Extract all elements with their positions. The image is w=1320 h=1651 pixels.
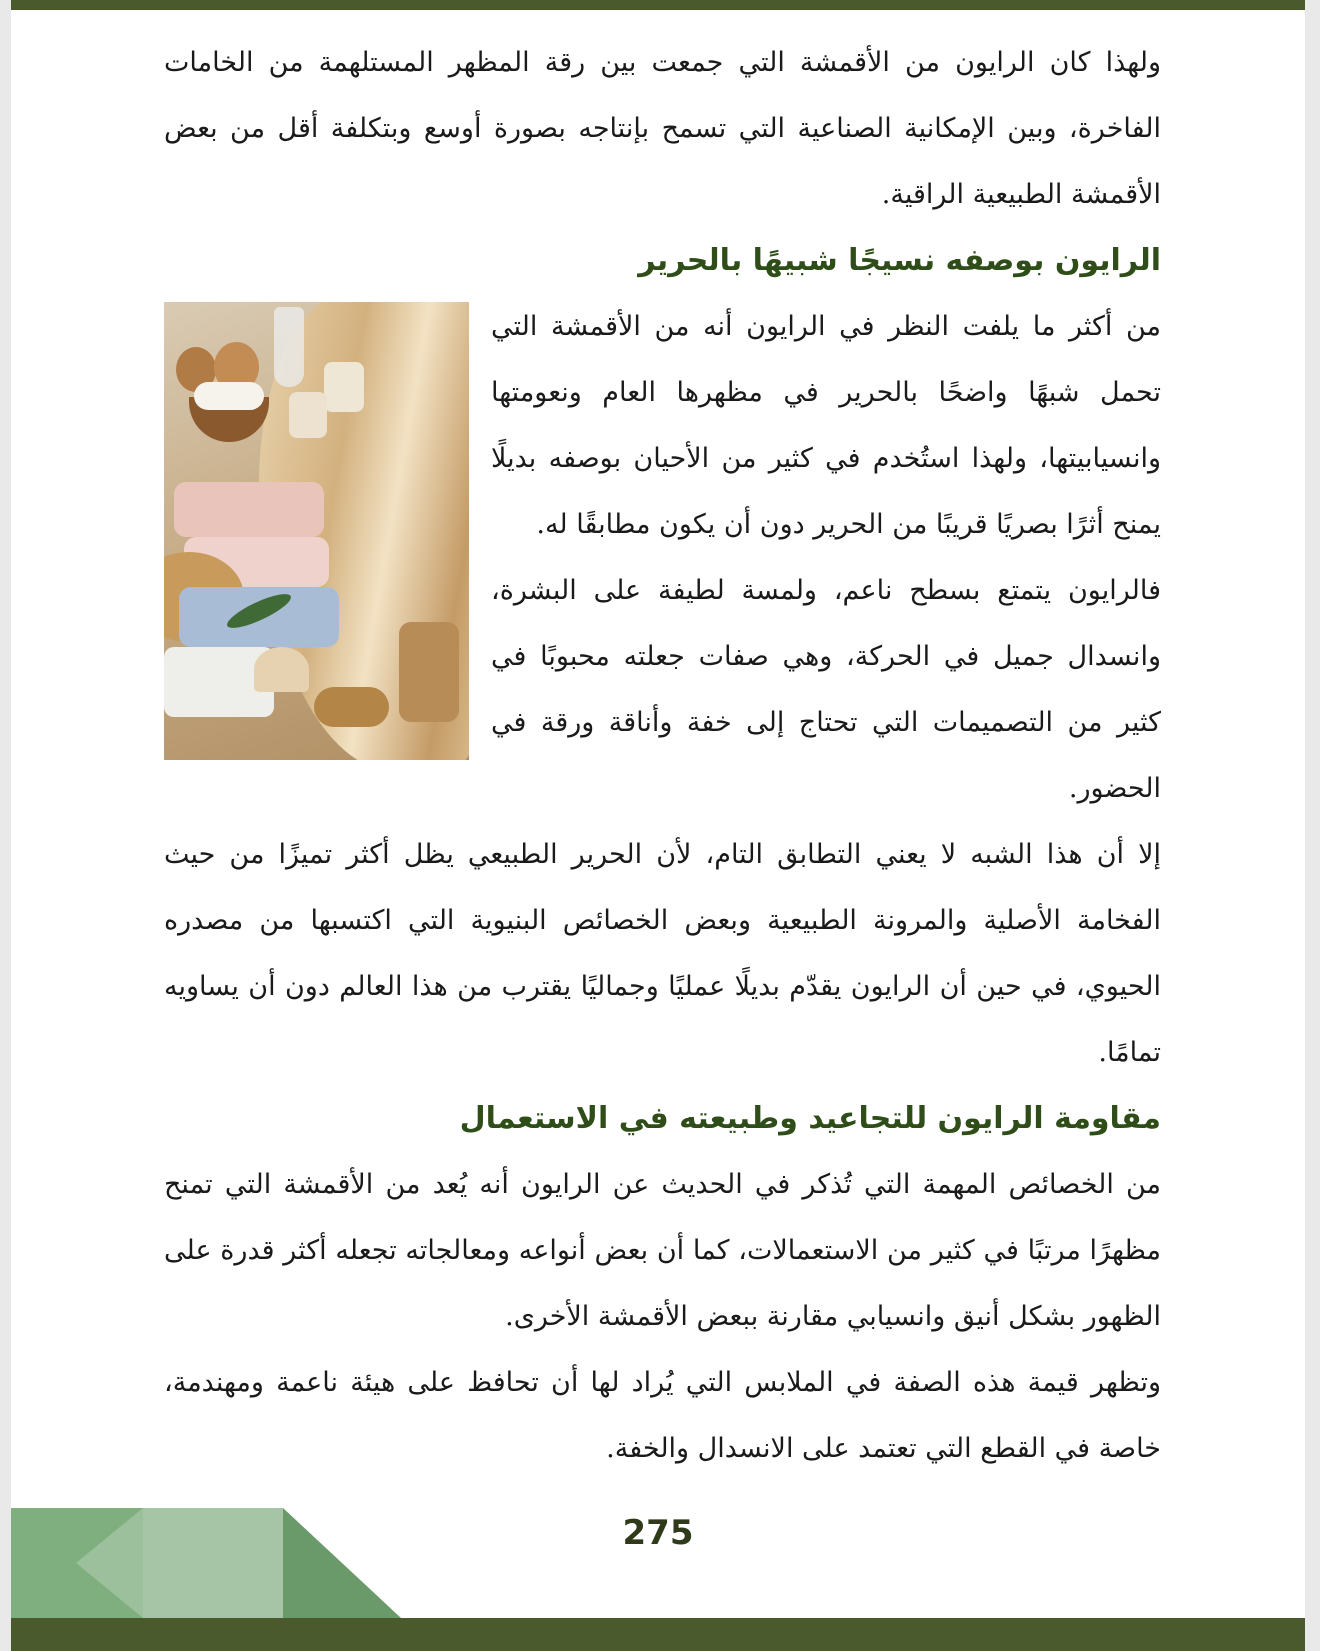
glass-flask-shape — [274, 307, 304, 387]
intro-paragraph: ولهذا كان الرايون من الأقمشة التي جمعت بين رقة المظهر المستلهمة من الخامات الفاخرة، وبين الإمكانية الصناعية التي تسمح بإنتاجه بصورة أوسع وبتكلفة أقل من بعض الأقمشة الطبيعية الراقية. — [164, 47, 1161, 210]
section2-paragraph: من الخصائص المهمة التي تُذكر في الحديث عن الرايون أنه يُعد من الأقمشة التي تمنح مظهرًا مرتبًا في كثير من الاستعمالات، كما أن بعض أنواعه ومعالجاته تجعله أكثر قدرة على الظهور بشكل أنيق وانسيابي مقارنة ببعض الأقمشة الأخرى. — [164, 1169, 1161, 1332]
book-page — [11, 0, 1305, 1651]
fabrics-illustration — [164, 302, 469, 760]
section-heading-silk-like: الرايون بوصفه نسيجًا شبيهًا بالحرير — [638, 243, 1161, 278]
cotton-balls-shape — [194, 382, 264, 410]
top-border-bar — [11, 0, 1305, 10]
sandal-shape — [314, 687, 389, 727]
bottom-border-bar — [11, 1618, 1305, 1651]
page-content — [164, 30, 1161, 1482]
folded-fabric-pink — [174, 482, 324, 537]
section1-paragraph: من أكثر ما يلفت النظر في الرايون أنه من الأقمشة التي تحمل شبهًا واضحًا بالحرير في مظهرها العام ونعومتها وانسيابيتها، ولهذا استُخدم في كثير من الأحيان بوصفه بديلًا يمنح أثرًا بصريًا قريبًا من الحرير دون أن يكون مطابقًا له. — [491, 311, 1161, 540]
page-number: 275 — [622, 1513, 694, 1553]
thread-spool-shape — [324, 362, 364, 412]
section-heading-wrinkle-resistance: مقاومة الرايون للتجاعيد وطبيعته في الاستعمال — [459, 1101, 1161, 1136]
section1-paragraph: إلا أن هذا الشبه لا يعني التطابق التام، لأن الحرير الطبيعي يظل أكثر تميزًا من حيث الفخامة الأصلية والمرونة الطبيعية وبعض الخصائص البنيوية التي اكتسبها من مصدره الحيوي، في حين أن الرايون يقدّم بديلًا عمليًا وجماليًا يقترب من هذا العالم دون أن يساويه تمامًا. — [164, 839, 1161, 1068]
seashell-shape — [254, 647, 309, 692]
section2-paragraph: وتظهر قيمة هذه الصفة في الملابس التي يُراد لها أن تحافظ على هيئة ناعمة ومهندمة، خاصة في القطع التي تعتمد على الانسدال والخفة. — [164, 1367, 1161, 1464]
section1-paragraph: فالرايون يتمتع بسطح ناعم، ولمسة لطيفة على البشرة، وانسدال جميل في الحركة، وهي صفات جعلته محبوبًا في كثير من التصميمات التي تحتاج إلى خفة وأناقة ورقة في الحضور. — [491, 575, 1161, 804]
wicker-basket-shape — [399, 622, 459, 722]
thread-spool-shape — [289, 392, 327, 438]
